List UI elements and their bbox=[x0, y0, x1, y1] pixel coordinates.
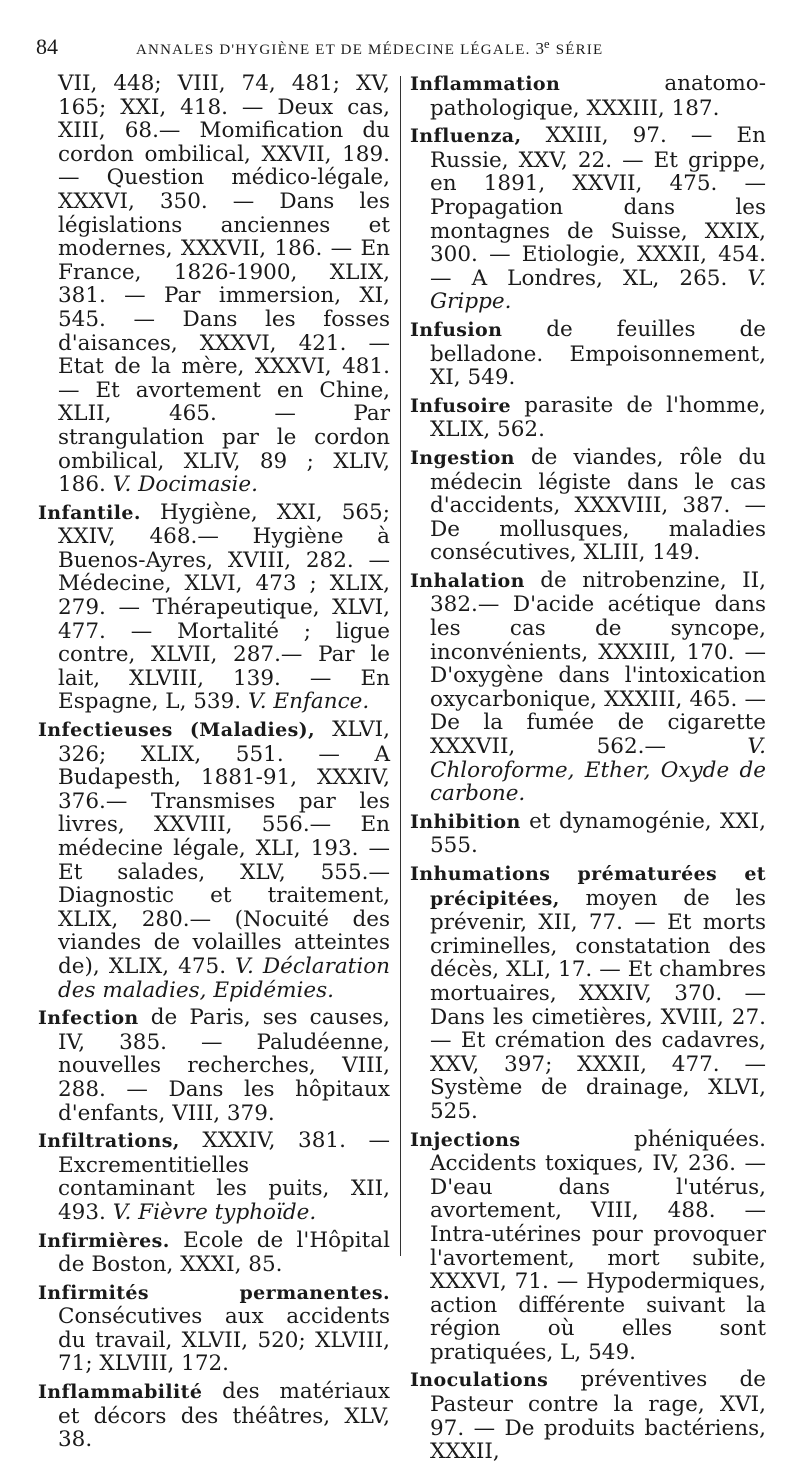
entry-keyword: Infiltrations, bbox=[38, 1130, 180, 1153]
index-entry bbox=[38, 1281, 390, 1376]
entry-keyword: Inhumations prématurées et précipitées, bbox=[410, 863, 766, 910]
entry-text: parasite de l'homme, XLIX, 562. bbox=[430, 392, 767, 443]
index-entry bbox=[38, 718, 390, 1002]
entry-text: phéniquées. Accidents toxiques, IV, 236. — D'eau dans l'utérus, avortement, VIII, 488. — Intra-utérines pour provoquer l'avortement, mort subite, XXXVI, 71. — Hypodermiques, action différente suivant la région où elles sont pratiquées, L, 549. bbox=[430, 1126, 766, 1365]
entry-text: Hygiène, XXI, 565; XXIV, 468.— Hygiène à Buenos-Ayres, XVIII, 282. — Médecine, XLVI, 473 ; XLIX, 279. — Thérapeutique, XLVI, 477. — Mortalité ; ligue contre, XLVII, 287.— Par le lait, XLVIII, 139. — En Espagne, L, 539. bbox=[58, 499, 390, 715]
page-number: 84 bbox=[36, 34, 58, 59]
column-divider bbox=[400, 76, 401, 1256]
entry-cross-reference: V. Docimasie. bbox=[112, 472, 258, 498]
right-column bbox=[410, 71, 767, 1464]
entry-text: de nitrobenzine, II, 382.— D'acide acétique dans les cas de syncope, inconvénients, XXXIII, 170. — D'oxygène dans l'intoxication oxycarbonique, XXXIII, 465. — De la fumée de cigarette XXXVII, 562.— bbox=[430, 567, 766, 760]
series-number: 3 bbox=[535, 39, 544, 58]
index-entry bbox=[38, 1229, 390, 1277]
entry-keyword: Inhalation bbox=[410, 569, 525, 592]
index-entry bbox=[38, 1129, 390, 1224]
entry-keyword: Infantile. bbox=[38, 501, 141, 524]
entry-text: Consécutives aux accidents du travail, XLVII, 520; XLVIII, 71; XLVIII, 172. bbox=[58, 1304, 390, 1377]
entry-text: moyen de les prévenir, XII, 77. — Et morts criminelles, constatation des décès, XLI, 17. — Et chambres mortuaires, XXXIV, 370. — Dans les cimetières, XVIII, 27. — Et crémation des cadavres, XXV, 397; XXXII, 477. — Système de drainage, XLVI, 525. bbox=[430, 885, 766, 1124]
entry-text: XXXIV, 381. — Excrementitielles contaminant les puits, XII, 493. bbox=[58, 1128, 390, 1225]
entry-keyword: Inoculations bbox=[410, 1369, 549, 1392]
entry-keyword: Inhibition bbox=[410, 810, 521, 833]
index-entry bbox=[410, 446, 766, 565]
entry-keyword: Infection bbox=[38, 1007, 139, 1030]
entry-cross-reference: V. Grippe. bbox=[430, 265, 766, 315]
entry-text: XLVI, 326; XLIX, 551. — A Budapesth, 1881-91, XXXIV, 376.— Transmises par les livres, XXVIII, 556.— En médecine légale, XLI, 193. — Et salades, XLV, 555.— Diagnostic et traitement, XLIX, 280.— (Nocuité des viandes de volailles atteintes de), XLIX, 475. bbox=[58, 717, 390, 979]
index-entry bbox=[410, 569, 766, 806]
page-header bbox=[36, 30, 776, 64]
entry-text: des matériaux et décors des théâtres, XLV, 38. bbox=[58, 1379, 390, 1453]
series-superscript: e bbox=[544, 37, 551, 51]
entry-keyword: Inflammabilité bbox=[38, 1381, 203, 1404]
entry-keyword: Infectieuses (Maladies), bbox=[38, 719, 316, 742]
entry-text: de feuilles de belladone. Empoisonnement, XI, 549. bbox=[430, 316, 766, 391]
entry-text: préventives de Pasteur contre la rage, XVI, 97. — De produits bactériens, XXXII, bbox=[430, 1367, 766, 1464]
entry-keyword: Infusoire bbox=[410, 394, 511, 417]
index-entry bbox=[410, 124, 766, 314]
entry-text: VII, 448; VIII, 74, 481; XV, 165; XXI, 418. — Deux cas, XIII, 68.— Momification du cordon ombilical, XXVII, 189. — Question médico-légale, XXXVI, 350. — Dans les législations anciennes et modernes, XXXVII, 186. — En France, 1826-1900, XLIX, 381. — Par immersion, XI, 545. — Dans les fosses d'aisances, XXXVI, 421. — Etat de la mère, XXXVI, 481. — Et avortement en Chine, XLII, 465. — Par strangulation par le cordon ombilical, XLIV, 89 ; XLIV, 186. bbox=[58, 71, 390, 498]
entry-cross-reference: V. Déclaration des maladies, Epidémies. bbox=[58, 953, 390, 1003]
entry-keyword: Infirmités permanentes. bbox=[38, 1281, 390, 1304]
entry-keyword: Influenza, bbox=[410, 125, 522, 148]
index-entry bbox=[410, 810, 766, 858]
index-entry bbox=[38, 72, 390, 497]
left-column bbox=[38, 71, 391, 1453]
entry-keyword: Infirmières. bbox=[38, 1229, 170, 1252]
entry-text: de viandes, rôle du médecin légiste dans le cas d'accidents, XXXVIII, 387. — De mollusques, maladies consécutives, XLIII, 149. bbox=[430, 444, 766, 566]
entry-text: de Paris, ses causes, IV, 385. — Paludéenne, nouvelles recherches, VIII, 288. — Dans les hôpitaux d'enfants, VIII, 379. bbox=[58, 1005, 390, 1126]
entry-text: et dynamogénie, XXI, 555. bbox=[430, 808, 766, 859]
running-head bbox=[136, 37, 603, 59]
entry-text: anatomo-pathologique, XXXIII, 187. bbox=[430, 71, 766, 121]
running-head-title: ANNALES D'HYGIÈNE ET DE MÉDECINE LÉGALE. bbox=[136, 42, 531, 58]
index-entry bbox=[410, 1128, 766, 1365]
index-entry bbox=[410, 862, 766, 1124]
index-entry bbox=[38, 1380, 390, 1452]
entry-keyword: Infusion bbox=[410, 318, 503, 341]
index-entry bbox=[38, 501, 390, 714]
entry-keyword: Ingestion bbox=[410, 446, 515, 469]
entry-text: Ecole de l'Hôpital de Boston, XXXI, 85. bbox=[58, 1227, 391, 1278]
entry-text: XXIII, 97. — En Russie, XXV, 22. — Et grippe, en 1891, XXVII, 475. — Propagation dans les montagnes de Suisse, XXIX, 300. — Etiologie, XXXII, 454. — A Londres, XL, 265. bbox=[430, 123, 766, 291]
entry-keyword: Inflammation bbox=[410, 73, 561, 95]
index-entry bbox=[410, 394, 766, 442]
index-entry bbox=[410, 318, 766, 390]
entry-cross-reference: V. Fièvre typhoïde. bbox=[112, 1199, 317, 1225]
entry-keyword: Injections bbox=[410, 1128, 521, 1151]
entry-cross-reference: V. Enfance. bbox=[247, 689, 370, 715]
index-entry bbox=[38, 1006, 390, 1125]
series-label: SÉRIE bbox=[550, 42, 604, 58]
entry-cross-reference: V. Chloroforme, Ether, Oxyde de carbone. bbox=[430, 734, 766, 807]
index-entry bbox=[410, 72, 766, 120]
index-entry bbox=[410, 1368, 766, 1463]
